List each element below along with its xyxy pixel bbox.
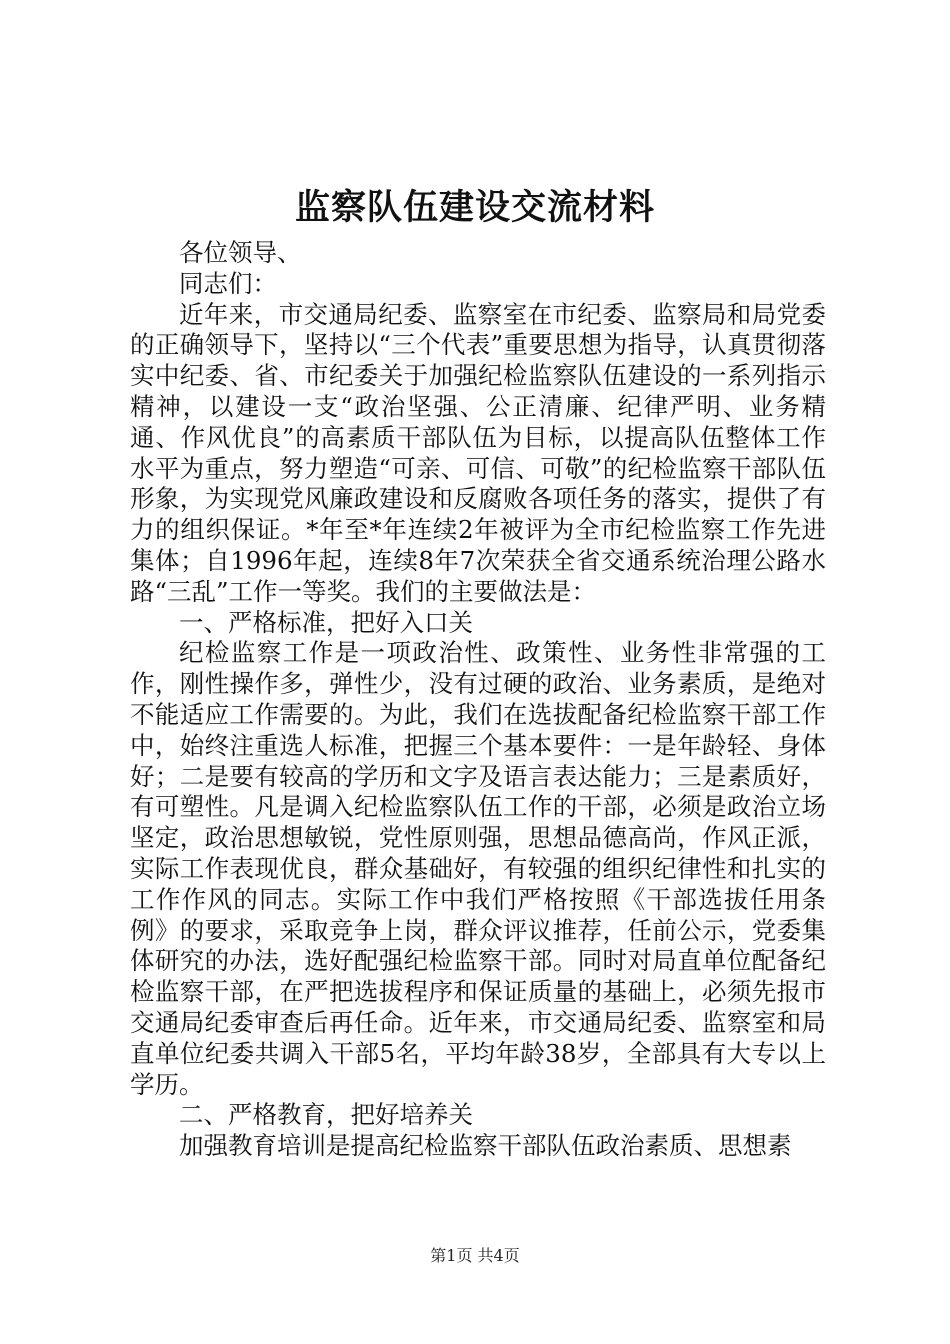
salutation-line-2: 同志们： xyxy=(179,268,277,298)
section-2-paragraph: 加强教育培训是提高纪检监察干部队伍政治素质、思想素 xyxy=(179,1131,792,1161)
document-title: 监察队伍建设交流材料 xyxy=(294,187,655,228)
salutation-line-1: 各位领导、 xyxy=(179,238,302,267)
intro-paragraph: 近年来，市交通局纪委、监察室在市纪委、监察局和局党委的正确领导下，坚持以“三个代表”重要思想为指导，认真贯彻落实中纪委、省、市纪委关于加强纪检监察队伍建设的一系列指示精神，以建设一支“政治坚强、公正清廉、纪律严明、业务精通、作风优良”的高素质干部队伍为目标，以提高队伍整体工作水平为重点，努力塑造“可亲、可信、可敬”的纪检监察干部队伍形象，为实现党风廉政建设和反腐败各项任务的落实，提供了有力的组织保证。*年至*年连续2年被评为全市纪检监察工作先进集体；自1996年起，连续8年7次荣获全省交通系统治理公路水路“三乱”工作一等奖。我们的主要做法是： xyxy=(130,299,826,606)
page-number-footer: 第1页 共4页 xyxy=(430,1246,520,1265)
section-1-paragraph: 纪检监察工作是一项政治性、政策性、业务性非常强的工作，刚性操作多，弹性少，没有过硬的政治、业务素质，是绝对不能适应工作需要的。为此，我们在选拔配备纪检监察干部工作中，始终注重选人标准，把握三个基本要件：一是年龄轻、身体好；二是要有较高的学历和文字及语言表达能力；三是素质好，有可塑性。凡是调入纪检监察队伍工作的干部，必须是政治立场坚定，政治思想敏锐，党性原则强，思想品德高尚，作风正派，实际工作表现优良，群众基础好，有较强的组织纪律性和扎实的工作作风的同志。实际工作中我们严格按照《干部选拔任用条例》的要求，采取竞争上岗，群众评议推荐，任前公示，党委集体研究的办法，选好配强纪检监察干部。同时对局直单位配备纪检监察干部，在严把选拔程序和保证质量的基础上，必须先报市交通局纪委审查后再任命。近年来，市交通局纪委、监察室和局直单位纪委共调入干部5名，平均年龄38岁，全部具有大专以上学历。 xyxy=(130,638,826,1099)
document-body xyxy=(130,238,826,1162)
section-heading-1: 一、严格标准，把好入口关 xyxy=(179,607,473,637)
section-heading-2: 二、严格教育，把好培养关 xyxy=(179,1100,473,1130)
